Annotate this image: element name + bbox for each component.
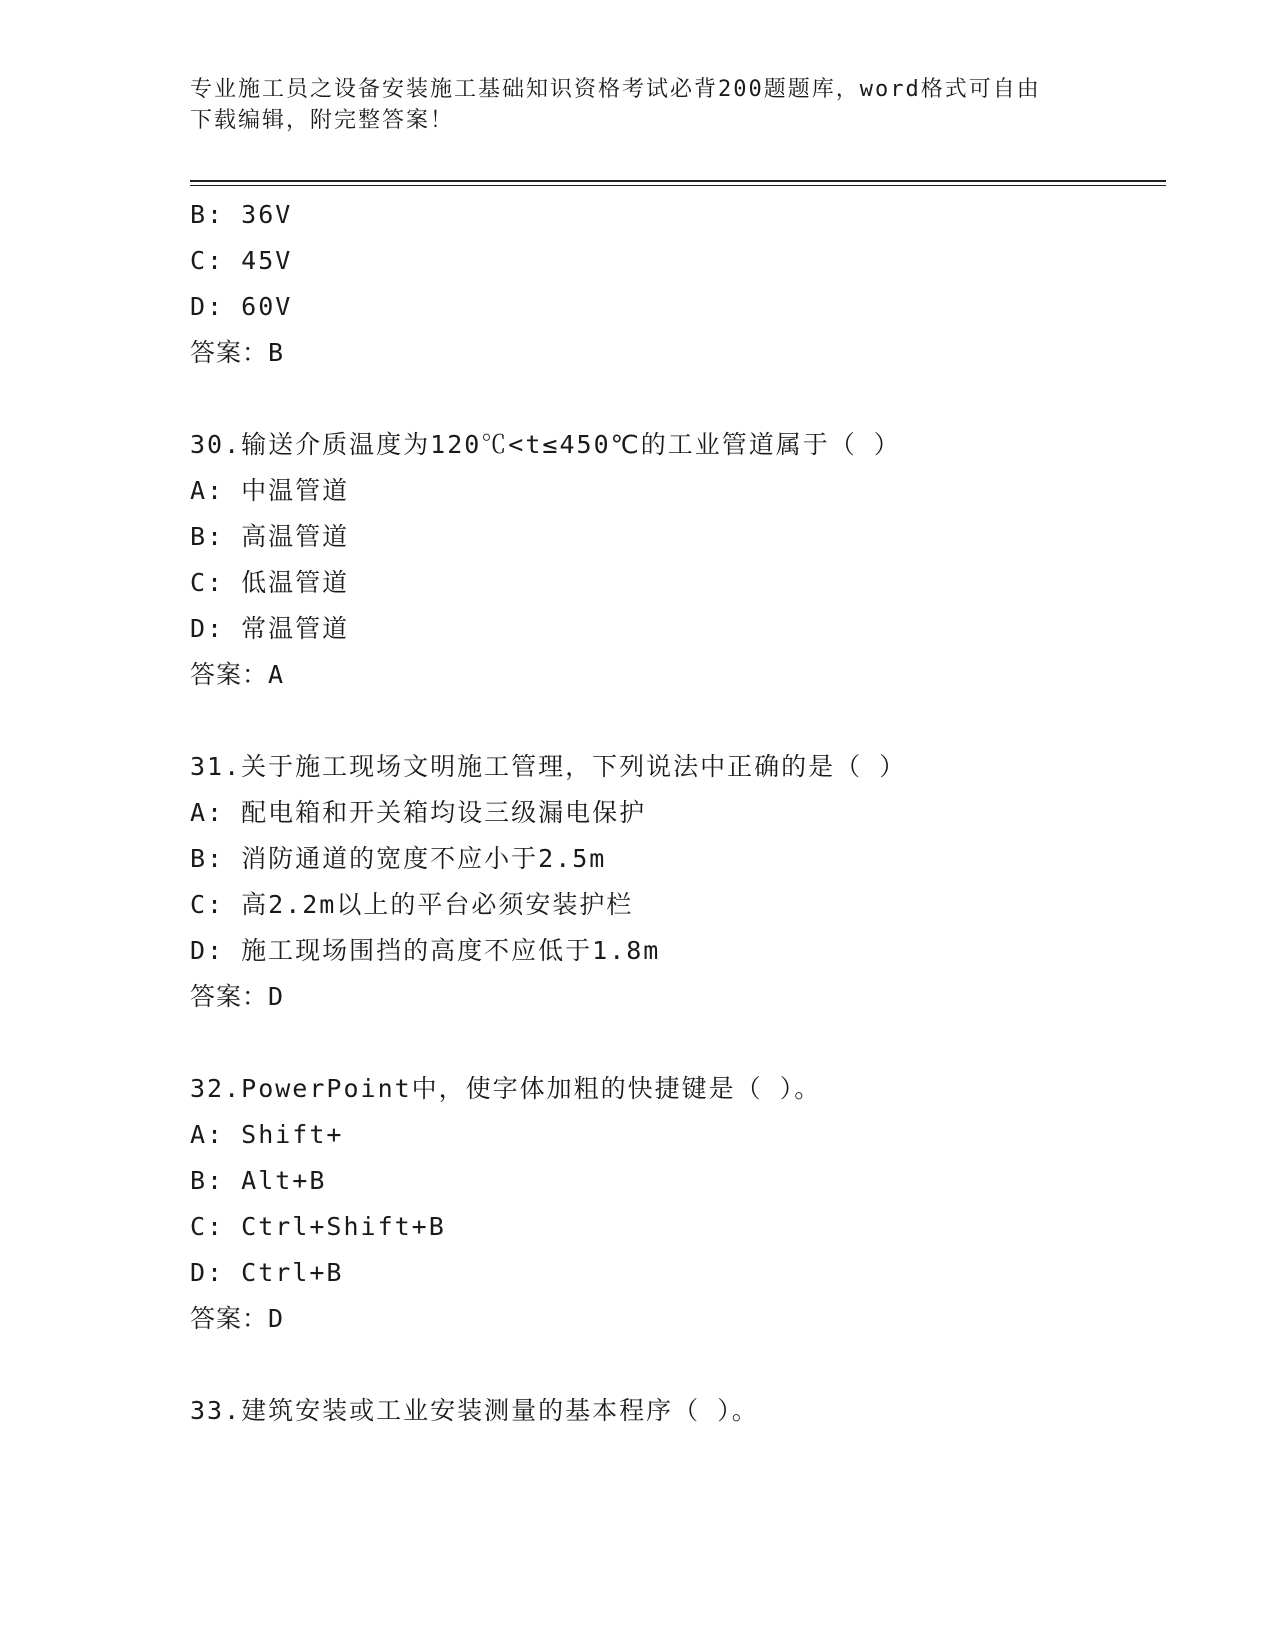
question-text: 32.PowerPoint中，使字体加粗的快捷键是（ ）。	[190, 1074, 822, 1103]
option-b: B: 高温管道	[190, 522, 350, 551]
header-divider-thick	[190, 180, 1166, 182]
option-d: D: 施工现场围挡的高度不应低于1.8m	[190, 936, 661, 965]
option-c: C: 高2.2m以上的平台必须安装护栏	[190, 890, 634, 919]
option-a: A: 中温管道	[190, 476, 350, 505]
question-text: 31.关于施工现场文明施工管理，下列说法中正确的是（ ）	[190, 752, 907, 781]
question-text: 33.建筑安装或工业安装测量的基本程序（ ）。	[190, 1396, 759, 1425]
option-c: C: Ctrl+Shift+B	[190, 1212, 446, 1241]
question-list	[190, 192, 1150, 1434]
option-b: B: 消防通道的宽度不应小于2.5m	[190, 844, 607, 873]
option-a: A: Shift+	[190, 1120, 344, 1149]
answer-line: 答案：D	[190, 982, 285, 1011]
header-divider-thin	[190, 185, 1166, 186]
question-text: 30.输送介质温度为120℃<t≤450℃的工业管道属于（ ）	[190, 430, 901, 459]
answer-line: 答案：A	[190, 660, 285, 689]
option-b: B: 36V	[190, 200, 293, 229]
question-30	[190, 422, 1150, 698]
option-c: C: 45V	[190, 246, 293, 275]
answer-line: 答案：D	[190, 1304, 285, 1333]
question-29-continued	[190, 192, 1150, 376]
option-b: B: Alt+B	[190, 1166, 327, 1195]
question-31	[190, 744, 1150, 1020]
option-c: C: 低温管道	[190, 568, 350, 597]
option-a: A: 配电箱和开关箱均设三级漏电保护	[190, 798, 647, 827]
option-d: D: 常温管道	[190, 614, 350, 643]
option-d: D: 60V	[190, 292, 293, 321]
header-title-line-2: 下载编辑，附完整答案！	[190, 108, 455, 133]
header-title-line-1: 专业施工员之设备安装施工基础知识资格考试必背200题题库，word格式可自由	[190, 77, 1041, 102]
document-header	[190, 74, 1070, 136]
option-d: D: Ctrl+B	[190, 1258, 344, 1287]
question-33	[190, 1388, 1150, 1434]
question-32	[190, 1066, 1150, 1342]
answer-line: 答案：B	[190, 338, 285, 367]
